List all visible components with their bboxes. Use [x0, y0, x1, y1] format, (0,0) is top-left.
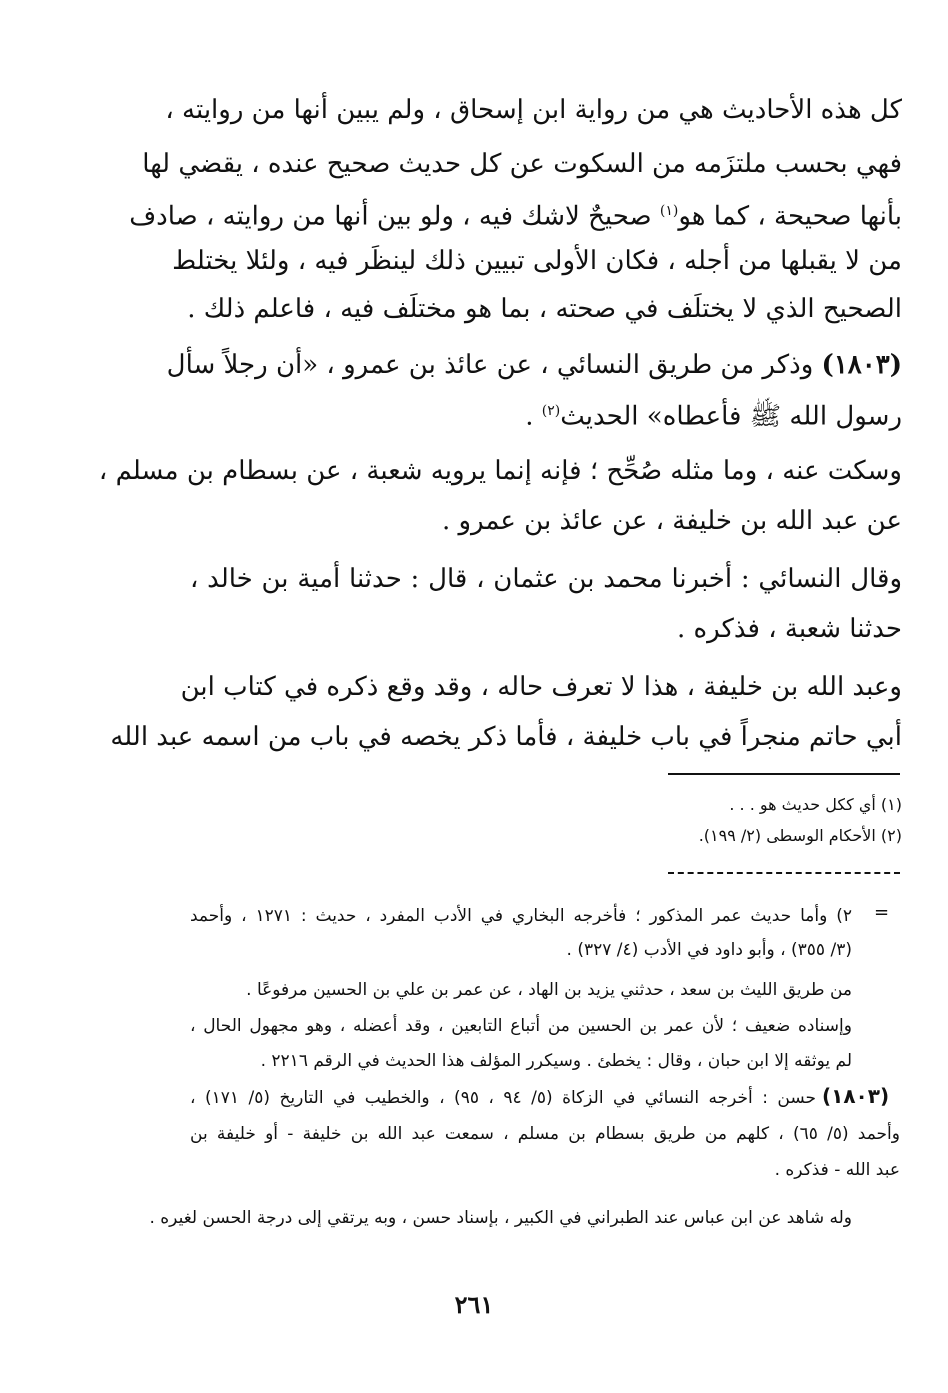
main-line	[190, 386, 902, 436]
editor-note-line: (٣/ ٣٥٥) ، وأبو داود في الأدب (٤/ ٣٢٧) .	[566, 940, 852, 960]
footnote: (١) أي ككل حديث هو . . .	[729, 795, 902, 814]
main-line: وسكت عنه ، وما مثله صُحِّح ؛ فإنه إنما يرويه شعبة ، عن بسطام بن مسلم ،	[98, 456, 902, 486]
main-line-part: صحيحٌ لاشك فيه ، ولو بين أنها من روايته ، صادف	[129, 201, 652, 232]
editor-note-line: وأحمد (٥/ ٦٥) ، كلهم من طريق بسطام بن مسلم ، سمعت عبد الله بن خليفة - أو خليفة بن	[190, 1124, 900, 1144]
footnote-rule	[668, 773, 900, 775]
editor-note-line: لم يوثقه إلا ابن حبان ، وقال : يخطئ . وسيكرر المؤلف هذا الحديث في الرقم ٢٢١٦ .	[260, 1051, 852, 1071]
main-line	[166, 340, 902, 390]
hadith-number: (١٨٠٣)	[821, 350, 902, 380]
note-hadith-number: (١٨٠٣)	[822, 1084, 890, 1108]
main-line: كل هذه الأحاديث هي من رواية ابن إسحاق ، ولم يبين أنها من روايته ،	[165, 95, 902, 125]
main-line-part: .	[525, 401, 534, 432]
editor-note-line: وله شاهد عن ابن عباس عند الطبراني في الكبير ، بإسناد حسن ، وبه يرتقي إلى درجة الحسن لغيره .	[149, 1208, 852, 1228]
main-line: أبي حاتم منجراً في باب خليفة ، فأما ذكر يخصه في باب من اسمه عبد الله	[110, 722, 902, 752]
footnote-ref: (٢)	[541, 403, 561, 419]
editor-note-line: من طريق الليث بن سعد ، حدثني يزيد بن الهاد ، عن عمر بن علي بن الحسين مرفوعًا .	[246, 980, 852, 1000]
main-line: فهي بحسب ملتزَمه من السكوت عن كل حديث صحيح عنده ، يقضي لها	[142, 149, 902, 179]
main-line: وعبد الله بن خليفة ، هذا لا تعرف حاله ، وقد وقع ذكره في كتاب ابن	[180, 672, 902, 702]
continuation-marker: =	[874, 902, 890, 923]
main-line: وقال النسائي : أخبرنا محمد بن عثمان ، قال : حدثنا أمية بن خالد ،	[190, 564, 902, 594]
main-line: حدثنا شعبة ، فذكره .	[677, 614, 902, 644]
editor-note-line: عبد الله - فذكره .	[774, 1160, 900, 1180]
main-line-part: رسول الله ﷺ فأعطاه» الحديث	[560, 401, 902, 432]
main-line: عن عبد الله بن خليفة ، عن عائذ بن عمرو .	[441, 506, 902, 536]
main-line-part: وذكر من طريق النسائي ، عن عائذ بن عمرو ، «أن رجلاً سأل	[166, 350, 814, 380]
editor-note-line: حسن : أخرجه النسائي في الزكاة (٥/ ٩٤ ، ٩٥) ، والخطيب في التاريخ (٥/ ١٧١) ،	[190, 1088, 817, 1108]
footnote-ref: (١)	[659, 203, 679, 219]
main-line-part: بأنها صحيحة ، كما هو	[678, 201, 902, 232]
editor-note-line: وإسناده ضعيف ؛ لأن عمر بن الحسين من أتباع التابعين ، وقد أعضله ، وهو مجهول الحال ،	[190, 1016, 852, 1036]
footnote: (٢) الأحكام الوسطى (٢/ ١٩٩).	[698, 826, 902, 845]
editor-note-line: ٢) وأما حديث عمر المذكور ؛ فأخرجه البخاري في الأدب المفرد ، حديث : ١٢٧١ ، وأحمد	[190, 906, 852, 926]
main-line: من لا يقبلها من أجله ، فكان الأولى تبيين ذلك لينظَر فيه ، ولئلا يختلط	[172, 246, 902, 276]
page-number: ٢٦١	[454, 1290, 494, 1319]
notes-separator	[668, 872, 900, 874]
main-line	[129, 186, 902, 236]
main-line: الصحيح الذي لا يختلَف في صحته ، بما هو مختلَف فيه ، فاعلم ذلك .	[187, 294, 902, 324]
